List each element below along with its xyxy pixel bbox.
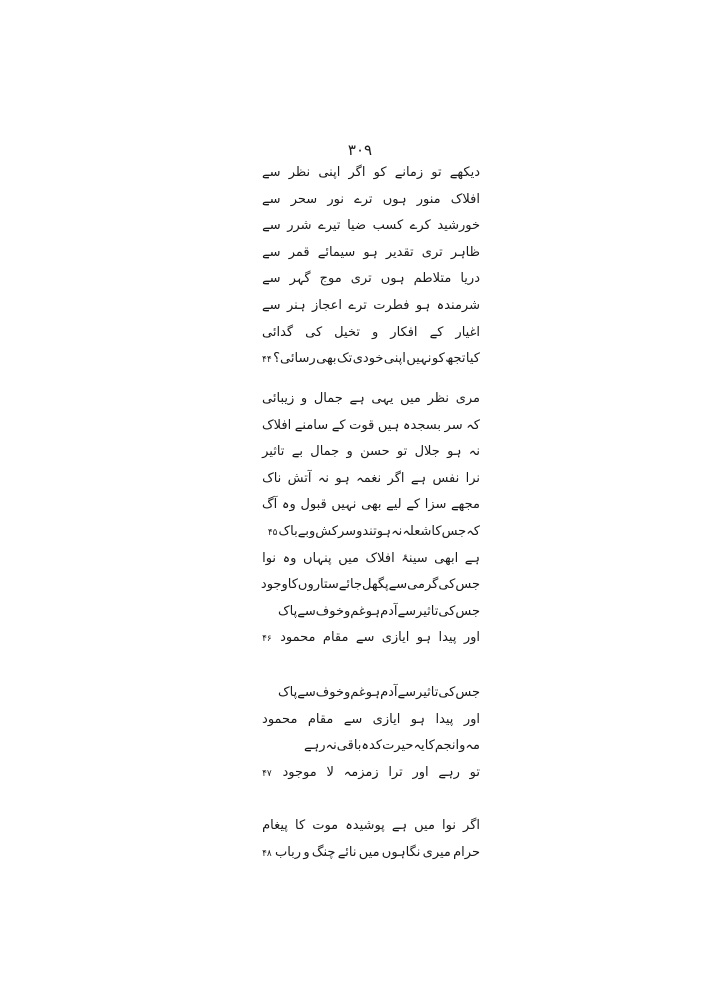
verse-word: نہ [468, 444, 480, 460]
verse-line: کیا تجھ کو نہیں اپنی خودی تک بھی رسائی؟ ۴۴ [262, 346, 480, 373]
verse-word: نرا [465, 470, 480, 486]
verse-line: حرام میری نگاہوں میں نائے چنگ و رباب ۴۸ [262, 840, 480, 867]
verse-word: سے [262, 271, 281, 287]
verse-word: و [344, 603, 351, 619]
verse-word: سے [397, 685, 417, 700]
verse-word: نفس [432, 470, 460, 486]
verse-word: و [303, 844, 310, 860]
verse-word: کے [429, 324, 444, 340]
verse-line [262, 813, 480, 840]
verse-word: میں [338, 550, 359, 566]
verse-word: جس [441, 523, 467, 539]
verse-word: محمود [262, 711, 298, 727]
verse-word: بھی [361, 497, 382, 513]
verse-word: شرمندہ [436, 297, 480, 313]
verse-word: نہیں [331, 497, 357, 513]
verse-word: سامنے [294, 417, 329, 433]
verse-word: تری [350, 271, 372, 287]
verse-word: کرے [409, 218, 431, 234]
verse-word: چنگ [311, 844, 336, 860]
verse-word: آگ [262, 497, 278, 513]
verse-word: شرر [287, 218, 312, 234]
verse-word: پوشیدہ [345, 818, 385, 833]
verse-word: دیکھے [449, 165, 480, 180]
verse-word: زیبائی [262, 391, 295, 406]
verse-word: نظر [427, 391, 450, 406]
verse-word: افکار [390, 324, 418, 340]
verse-line [262, 572, 480, 599]
verse-word: بے [297, 523, 309, 539]
verse-word: میں [414, 818, 435, 833]
verse-word: نور [327, 191, 344, 207]
verse-line [262, 466, 480, 493]
verse-word: تند [362, 523, 377, 539]
verse-word: خوف [315, 685, 344, 700]
verse-word: کی [438, 685, 456, 700]
verse-word: پاک [278, 603, 298, 619]
verse-word: و [308, 523, 316, 539]
verse-word: نوا [262, 550, 277, 566]
verse-word: منور [416, 191, 441, 207]
verse-line: اور پیدا ہو ایازی سے مقام محمود ۴۶ [262, 625, 480, 652]
verse-word: سے [297, 603, 316, 619]
verse-word: اعجاز [312, 297, 343, 313]
verse-word: و [459, 738, 466, 754]
verse-word: بے [291, 444, 303, 460]
verse-word: ناک [262, 470, 282, 486]
verse-word: و [356, 523, 363, 539]
verse-word: سے [262, 191, 281, 207]
verse-word: کی [438, 577, 456, 593]
verse-word: حیرت [382, 738, 414, 754]
verse-word: کا [294, 818, 306, 833]
verse-word: وجود [260, 577, 288, 593]
verse-word: موت [312, 818, 339, 833]
verse-word: وہ [282, 550, 297, 566]
verse-word: ہو [363, 244, 378, 260]
verse-word: تو [469, 764, 480, 780]
stanza-2 [262, 386, 480, 652]
verse-word: مقام [307, 711, 334, 727]
verse-word: مہ [465, 738, 480, 754]
verse-word: شعلہ [402, 523, 432, 539]
verse-word: کدہ [361, 738, 383, 754]
verse-word: تقدیر [385, 244, 414, 260]
verse-word: سینۂ [401, 550, 428, 566]
verse-word: کی [305, 324, 323, 340]
verse-word: مری [455, 391, 480, 406]
verse-word: پیدا [435, 711, 454, 727]
verse-word: جس [455, 603, 480, 619]
verse-line [262, 413, 480, 440]
verse-word: سے [262, 218, 281, 234]
verse-word: نہ [317, 470, 330, 486]
verse-word: کا [424, 738, 435, 754]
verse-line: تو رہے اور ترا زمزمہ لا موجود ۴۷ [262, 760, 480, 787]
verse-word: تک [337, 351, 353, 367]
verse-word: قوت [349, 417, 375, 433]
verse-word: متلاطم [413, 271, 452, 287]
verse-word: کے [331, 417, 346, 433]
verse-line: کہ جس کا شعلہ نہ ہو تند و سرکش و بے باک ۴۵ [262, 519, 480, 546]
verse-line [262, 546, 480, 573]
verse-word: کا [431, 523, 442, 539]
verse-word: سے [355, 630, 375, 646]
verse-word: ہے [464, 550, 480, 566]
verse-word: کیا [465, 351, 480, 367]
verse-word: قمر [288, 244, 310, 260]
verse-word: کی [438, 603, 456, 619]
verse-word: ہو [410, 711, 426, 727]
verse-word: ایازی [372, 711, 401, 727]
verse-word: زمزمہ [343, 764, 379, 780]
verse-word: باقی [336, 738, 362, 754]
verse-word: افلاک [262, 417, 292, 433]
verse-word: سے [262, 165, 281, 180]
verse-word: کے [406, 497, 421, 513]
verse-word: سزا [424, 497, 447, 513]
verse-word: ہے [410, 470, 427, 486]
verse-word: تاثیر [262, 444, 285, 460]
verse-word: سے [388, 577, 408, 593]
verse-line [262, 733, 480, 760]
verse-word: ضیا [347, 218, 366, 234]
verse-word: محمود [280, 630, 316, 646]
verse-word: جمال [313, 391, 343, 406]
verse-word: ہو [365, 685, 381, 700]
verse-word: سرکش [315, 523, 357, 539]
verse-word: سے [262, 297, 281, 313]
verse-word: اگر [387, 470, 405, 486]
verse-line [262, 293, 480, 320]
verse-word: رباب [274, 844, 302, 860]
verse-word: و [346, 444, 353, 460]
verse-word: یہ [413, 738, 425, 754]
stanza-4 [262, 813, 480, 866]
verse-word: نہیں [406, 351, 432, 367]
verse-word: حرام [453, 844, 480, 860]
verse-line [262, 680, 480, 707]
verse-word: ابھی [434, 550, 459, 566]
verse-word: پگھل [362, 577, 389, 593]
verse-word: دریا [460, 271, 480, 287]
verse-word: افلاک [450, 191, 480, 207]
verse-word: تو [431, 165, 442, 180]
verse-word: فطرت [373, 297, 410, 313]
verse-word: ہوں [382, 191, 407, 207]
verse-line [262, 439, 480, 466]
verse-word: موج [319, 271, 342, 287]
verse-word: اور [463, 711, 480, 727]
verse-word: سحر [290, 191, 318, 207]
verse-word: و [371, 324, 379, 340]
verse-line [262, 707, 480, 734]
verse-word: وہ [281, 497, 296, 513]
verse-line [262, 160, 480, 187]
verse-word: اور [463, 630, 480, 646]
verse-word: ہو [416, 630, 432, 646]
verse-word: رسائی؟ [273, 351, 316, 367]
verse-word: ستاروں [297, 577, 339, 593]
verse-word: خورشید [437, 218, 480, 234]
verse-word: ہے [349, 391, 365, 406]
verse-word: آدم [380, 685, 398, 700]
verse-word: کہ [466, 417, 480, 433]
verse-word: پنہاں [303, 550, 332, 566]
verse-word: غم [350, 603, 366, 619]
verse-word: افلاک [365, 550, 395, 566]
verse-word: رہے [304, 738, 326, 754]
verse-word: ہوں [380, 271, 405, 287]
verse-word: میں [400, 391, 421, 406]
verse-word: حسن [360, 444, 390, 460]
verse-word: و [300, 391, 308, 406]
verse-word: نغمہ [356, 470, 382, 486]
verse-word: موجود [282, 764, 317, 780]
verse-word: گہر [289, 271, 311, 287]
verse-word: یہی [371, 391, 394, 406]
verse-word: اور [412, 764, 429, 780]
verse-word: ہو [415, 297, 431, 313]
verse-word: غم [350, 685, 366, 700]
verse-word: پیدا [438, 630, 457, 646]
verse-word: ایازی [381, 630, 410, 646]
verse-word: تو [396, 444, 408, 460]
verse-word: و [344, 685, 351, 700]
verse-word: تخیل [334, 324, 360, 340]
page-number: ۳۰۹ [347, 141, 373, 159]
verse-word: نہ [325, 738, 337, 754]
verse-word: آتش [287, 470, 312, 486]
verse-word: کہ [466, 523, 480, 539]
stanza-3 [262, 680, 480, 786]
verse-word: خوف [315, 603, 344, 619]
verse-line [262, 320, 480, 347]
verse-word: مجھے [451, 497, 480, 513]
verse-line [262, 240, 480, 267]
verse-word: اغیار [455, 324, 480, 340]
verse-word: جس [455, 577, 480, 593]
verse-word: سے [297, 685, 316, 700]
verse-line [262, 266, 480, 293]
verse-word: بھی [316, 351, 337, 367]
verse-word: اگر [463, 818, 480, 833]
verse-word: رہے [438, 764, 460, 780]
verse-word: جلال [414, 444, 440, 460]
verse-word: قبول [300, 497, 327, 513]
verse-word: میری [422, 844, 451, 860]
verse-word: کو [373, 165, 387, 180]
verse-word: کسب [372, 218, 404, 234]
verse-word: میں [358, 844, 380, 860]
verse-word: ہے [391, 818, 408, 833]
verse-word: ہو [365, 603, 381, 619]
verse-word: سے [262, 244, 281, 260]
verse-word: کا [287, 577, 298, 593]
verse-word: سے [397, 603, 417, 619]
verse-word: ہیں [377, 417, 400, 433]
verse-word: خودی [352, 351, 384, 367]
verse-word: گرمی [407, 577, 439, 593]
verse-word: ہو [335, 470, 350, 486]
verse-word: تری [421, 244, 443, 260]
verse-word: انجم [434, 738, 460, 754]
verse-word: پاک [278, 685, 298, 700]
verse-word: ظاہر [450, 244, 480, 260]
verse-word: اپنی [318, 165, 341, 180]
verse-word: نائے [337, 844, 357, 860]
stanza-1 [262, 160, 480, 373]
verse-word: ترے [354, 191, 373, 207]
verse-word: ترا [388, 764, 403, 780]
verse-word: کو [431, 351, 445, 367]
verse-word: لیے [386, 497, 402, 513]
verse-word: نظر [288, 165, 311, 180]
verse-word: جمال [310, 444, 340, 460]
verse-word: سر [444, 417, 463, 433]
verse-word: باک [278, 523, 298, 539]
verse-line [262, 187, 480, 214]
verse-word: مقام [322, 630, 349, 646]
verse-word: گدائی [262, 324, 294, 340]
verse-line [262, 213, 480, 240]
verse-word: سیمائے [317, 244, 356, 260]
verse-word: ہو [376, 523, 392, 539]
verse-word: تجھ [445, 351, 466, 367]
verse-word: لا [326, 764, 334, 780]
verse-word: تاثیر [416, 603, 439, 619]
verse-line [262, 599, 480, 626]
verse-word: بسجدہ [402, 417, 441, 433]
verse-word: جائے [338, 577, 363, 593]
verse-word: پیغام [262, 818, 288, 833]
verse-word: اپنی [383, 351, 406, 367]
verse-word: جس [455, 685, 480, 700]
verse-word: نگاہوں [381, 844, 421, 860]
verse-line [262, 492, 480, 519]
verse-word: تاثیر [416, 685, 439, 700]
verse-word: ہو [447, 444, 462, 460]
verse-word: سے [343, 711, 363, 727]
verse-word: تیرے [318, 218, 341, 234]
verse-word: زمانے [394, 165, 424, 180]
verse-word: ہنر [286, 297, 306, 313]
verse-word: نہ [391, 523, 403, 539]
verse-word: نوا [442, 818, 456, 833]
verse-word: اگر [348, 165, 366, 180]
verse-line [262, 386, 480, 413]
verse-word: ترے [348, 297, 367, 313]
verse-word: آدم [380, 603, 398, 619]
